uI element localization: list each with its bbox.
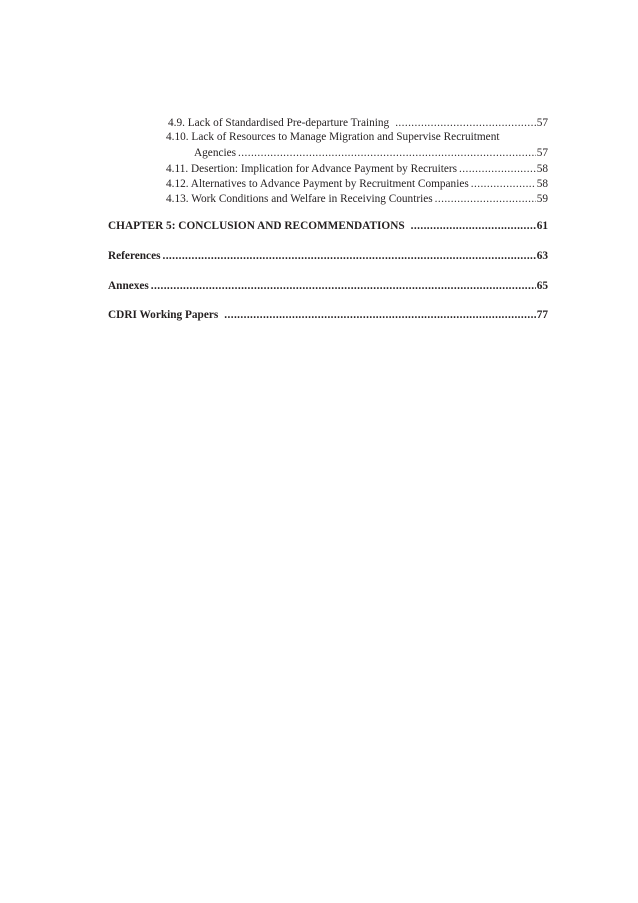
toc-page-number: 57 (536, 117, 548, 129)
toc-entry-label: Agencies (194, 147, 237, 159)
toc-page-number: 61 (536, 220, 548, 232)
toc-page-number: 77 (536, 309, 548, 321)
toc-page-number: 59 (536, 193, 548, 205)
dot-leader (224, 308, 535, 322)
toc-entry-label: Annexes (108, 280, 149, 292)
dot-leader (151, 279, 536, 293)
toc-page-number: 65 (536, 280, 548, 292)
toc-page-number: 58 (536, 163, 548, 175)
toc-entry-label: CHAPTER 5: CONCLUSION AND RECOMMENDATIONS (108, 220, 405, 232)
toc-entry-label: References (108, 250, 161, 262)
toc-entry-4-10[interactable] (194, 146, 548, 160)
toc-entry-label: 4.11. Desertion: Implication for Advance Payment by Recruiters (166, 163, 458, 175)
toc-entry-4-9[interactable] (168, 116, 548, 130)
toc-page-number: 63 (536, 250, 548, 262)
toc-entry-label: CDRI Working Papers (108, 309, 219, 321)
dot-leader (411, 219, 536, 233)
toc-entry-4-12[interactable] (166, 177, 548, 191)
toc-entry-chapter-5[interactable] (108, 219, 548, 233)
toc-entry-label: 4.9. Lack of Standardised Pre-departure Training (168, 117, 390, 129)
toc-entry-4-13[interactable] (166, 192, 548, 206)
dot-leader (238, 146, 536, 160)
toc-entry-references[interactable] (108, 249, 548, 263)
dot-leader (162, 249, 535, 263)
toc-entry-label: 4.13. Work Conditions and Welfare in Receiving Countries (166, 193, 433, 205)
dot-leader (395, 116, 536, 130)
dot-leader (471, 177, 536, 191)
toc-page-number: 58 (536, 178, 548, 190)
toc-entry-label: 4.12. Alternatives to Advance Payment by Recruitment Companies (166, 178, 469, 190)
toc-entry-4-10-line1[interactable] (166, 130, 499, 144)
dot-leader (459, 162, 536, 176)
toc-page-number: 57 (536, 147, 548, 159)
toc-entry-annexes[interactable] (108, 279, 548, 293)
toc-entry-4-11[interactable] (166, 162, 548, 176)
toc-entry-label: 4.10. Lack of Resources to Manage Migration and Supervise Recruitment (166, 131, 500, 143)
toc-entry-cdri-working-papers[interactable] (108, 308, 548, 322)
dot-leader (435, 192, 536, 206)
